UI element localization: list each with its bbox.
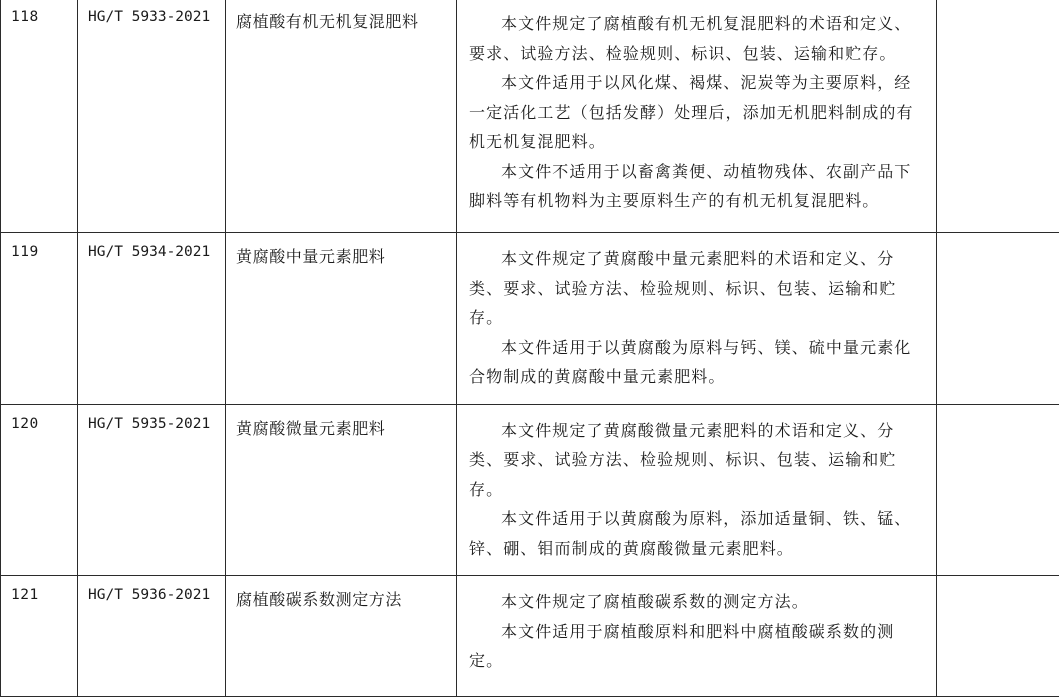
- row-number-cell: [1, 576, 78, 697]
- standard-code: HG/T 5934-2021: [78, 233, 225, 260]
- scope-paragraph: 本文件适用于腐植酸原料和肥料中腐植酸碳系数的测定。: [469, 617, 928, 676]
- standard-code: HG/T 5935-2021: [78, 405, 225, 432]
- scope-description: [457, 576, 936, 688]
- standard-code-cell: [78, 0, 226, 233]
- scope-description-cell: [457, 233, 937, 405]
- standard-code-cell: [78, 233, 226, 405]
- scope-paragraph: 本文件规定了腐植酸有机无机复混肥料的术语和定义、要求、试验方法、检验规则、标识、包装、运输和贮存。: [469, 9, 928, 68]
- scope-description-cell: [457, 404, 937, 576]
- scope-description: [457, 0, 936, 228]
- row-number: 119: [1, 233, 77, 260]
- row-number-cell: [1, 233, 78, 405]
- table-row: [1, 576, 1059, 697]
- standard-name-cell: [226, 576, 457, 697]
- row-number: 120: [1, 405, 77, 432]
- scope-description: [457, 233, 936, 404]
- standard-code-cell: [78, 576, 226, 697]
- table-row: [1, 404, 1059, 576]
- row-number: 118: [1, 0, 77, 25]
- standard-code: HG/T 5933-2021: [78, 0, 225, 25]
- scope-paragraph: 本文件不适用于以畜禽粪便、动植物残体、农副产品下脚料等有机物料为主要原料生产的有机无机复混肥料。: [469, 157, 928, 216]
- standard-name: 黄腐酸微量元素肥料: [226, 405, 456, 439]
- standard-name: 黄腐酸中量元素肥料: [226, 233, 456, 267]
- table-row: [1, 0, 1059, 233]
- standard-name-cell: [226, 0, 457, 233]
- scope-paragraph: 本文件规定了腐植酸碳系数的测定方法。: [469, 587, 928, 617]
- scope-paragraph: 本文件适用于以黄腐酸为原料与钙、镁、硫中量元素化合物制成的黄腐酸中量元素肥料。: [469, 333, 928, 392]
- scope-paragraph: 本文件适用于以黄腐酸为原料，添加适量铜、铁、锰、锌、硼、钼而制成的黄腐酸微量元素肥料。: [469, 504, 928, 563]
- scope-paragraph: 本文件规定了黄腐酸中量元素肥料的术语和定义、分类、要求、试验方法、检验规则、标识、包装、运输和贮存。: [469, 244, 928, 333]
- row-number: 121: [1, 576, 77, 603]
- standard-name: 腐植酸碳系数测定方法: [226, 576, 456, 610]
- empty-cell: [937, 0, 1059, 233]
- empty-cell: [937, 576, 1059, 697]
- table-row: [1, 233, 1059, 405]
- standard-code: HG/T 5936-2021: [78, 576, 225, 603]
- empty-cell: [937, 233, 1059, 405]
- standard-name-cell: [226, 404, 457, 576]
- scope-description-cell: [457, 0, 937, 233]
- standard-name: 腐植酸有机无机复混肥料: [226, 0, 456, 32]
- scope-paragraph: 本文件适用于以风化煤、褐煤、泥炭等为主要原料，经一定活化工艺（包括发酵）处理后，添加无机肥料制成的有机无机复混肥料。: [469, 68, 928, 157]
- row-number-cell: [1, 404, 78, 576]
- standard-name-cell: [226, 233, 457, 405]
- empty-cell: [937, 404, 1059, 576]
- row-number-cell: [1, 0, 78, 233]
- scope-description: [457, 405, 936, 576]
- scope-paragraph: 本文件规定了黄腐酸微量元素肥料的术语和定义、分类、要求、试验方法、检验规则、标识、包装、运输和贮存。: [469, 416, 928, 505]
- standard-code-cell: [78, 404, 226, 576]
- scope-description-cell: [457, 576, 937, 697]
